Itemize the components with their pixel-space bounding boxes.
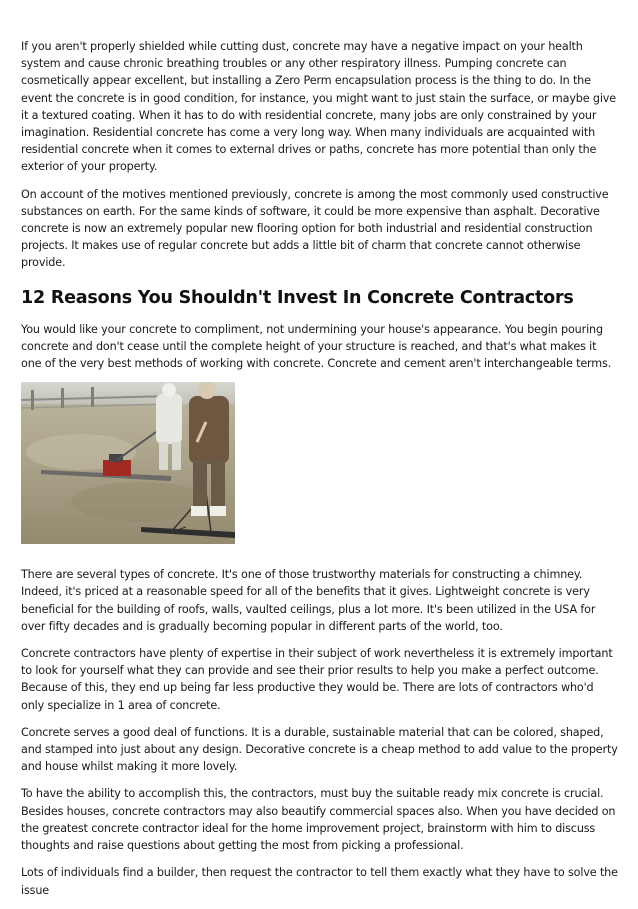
body-paragraph-3: Concrete serves a good deal of functions. It is a durable, sustainable material that can be colored, shaped, and stamped into just about any design. Decorative concrete is a cheap method to add value to the property and house whilst making it more lovely.: [21, 725, 618, 774]
body-paragraph-2: Concrete contractors have plenty of expertise in their subject of work nevertheless it is extremely important to look for yourself what they can provide and see their prior results to help you make a perfect outcome. Because of this, they end up being far less productive they would be. There are lots of contractors who'd only specialize in 1 area of concrete.: [21, 647, 613, 712]
section-heading: 12 Reasons You Shouldn't Invest In Concrete Contractors: [21, 287, 574, 308]
intro-paragraph-1: If you aren't properly shielded while cutting dust, concrete may have a negative impact on your health system and cause chronic breathing troubles or any other respiratory illness. Pumping concrete can cosmetically appear excellent, but installing a Zero Perm encapsulation process is the thing to do. In the event the concrete is in good condition, for instance, you might want to just stain the surface, or maybe give it a textured coating. When it has to do with residential concrete, many jobs are only constrained by your imagination. Residential concrete has come a very long way. When many individuals are acquainted with residential concrete when it comes to external drives or paths, concrete has more potential than only the exterior of your property.: [21, 40, 616, 174]
body-paragraph-4: To have the ability to accomplish this, the contractors, must buy the suitable ready mix concrete is crucial. Besides houses, concrete contractors may also beautify commercial spaces also. When you have decided on the greatest concrete contractor ideal for the home improvement project, brainstorm with him to discuss thoughts and raise questions about getting the most from picking a professional.: [21, 787, 616, 853]
body-paragraph-1: There are several types of concrete. It's one of those trustworthy materials for constructing a chimney. Indeed, it's priced at a reasonable speed for all of the benefits that it gives. Lightweight concrete is very beneficial for the building of roofs, walls, vaulted ceilings, plus a lot more. It's been utilized in the USA for over fifty decades and is gradually becoming popular in different parts of the world, too.: [21, 568, 596, 633]
concrete-workers-photo: [21, 382, 235, 544]
body-paragraph-5: Lots of individuals find a builder, then request the contractor to tell them exactly what they have to solve the issue: [21, 866, 618, 897]
intro-paragraph-2: On account of the motives mentioned previously, concrete is among the most commonly used constructive substances on earth. For the same kinds of software, it could be more expensive than asphalt. Decorative concrete is now an extremely popular new flooring option for both industrial and residential construction projects. It makes use of regular concrete but adds a little bit of charm that concrete cannot otherwise provide.: [21, 187, 609, 270]
section-paragraph: You would like your concrete to compliment, not undermining your house's appearance. You begin pouring concrete and don't cease until the complete height of your structure is reached, and that's what makes it one of the very best methods of working with concrete. Concrete and cement aren't interchangeable terms.: [21, 322, 612, 371]
article: [21, 38, 619, 909]
